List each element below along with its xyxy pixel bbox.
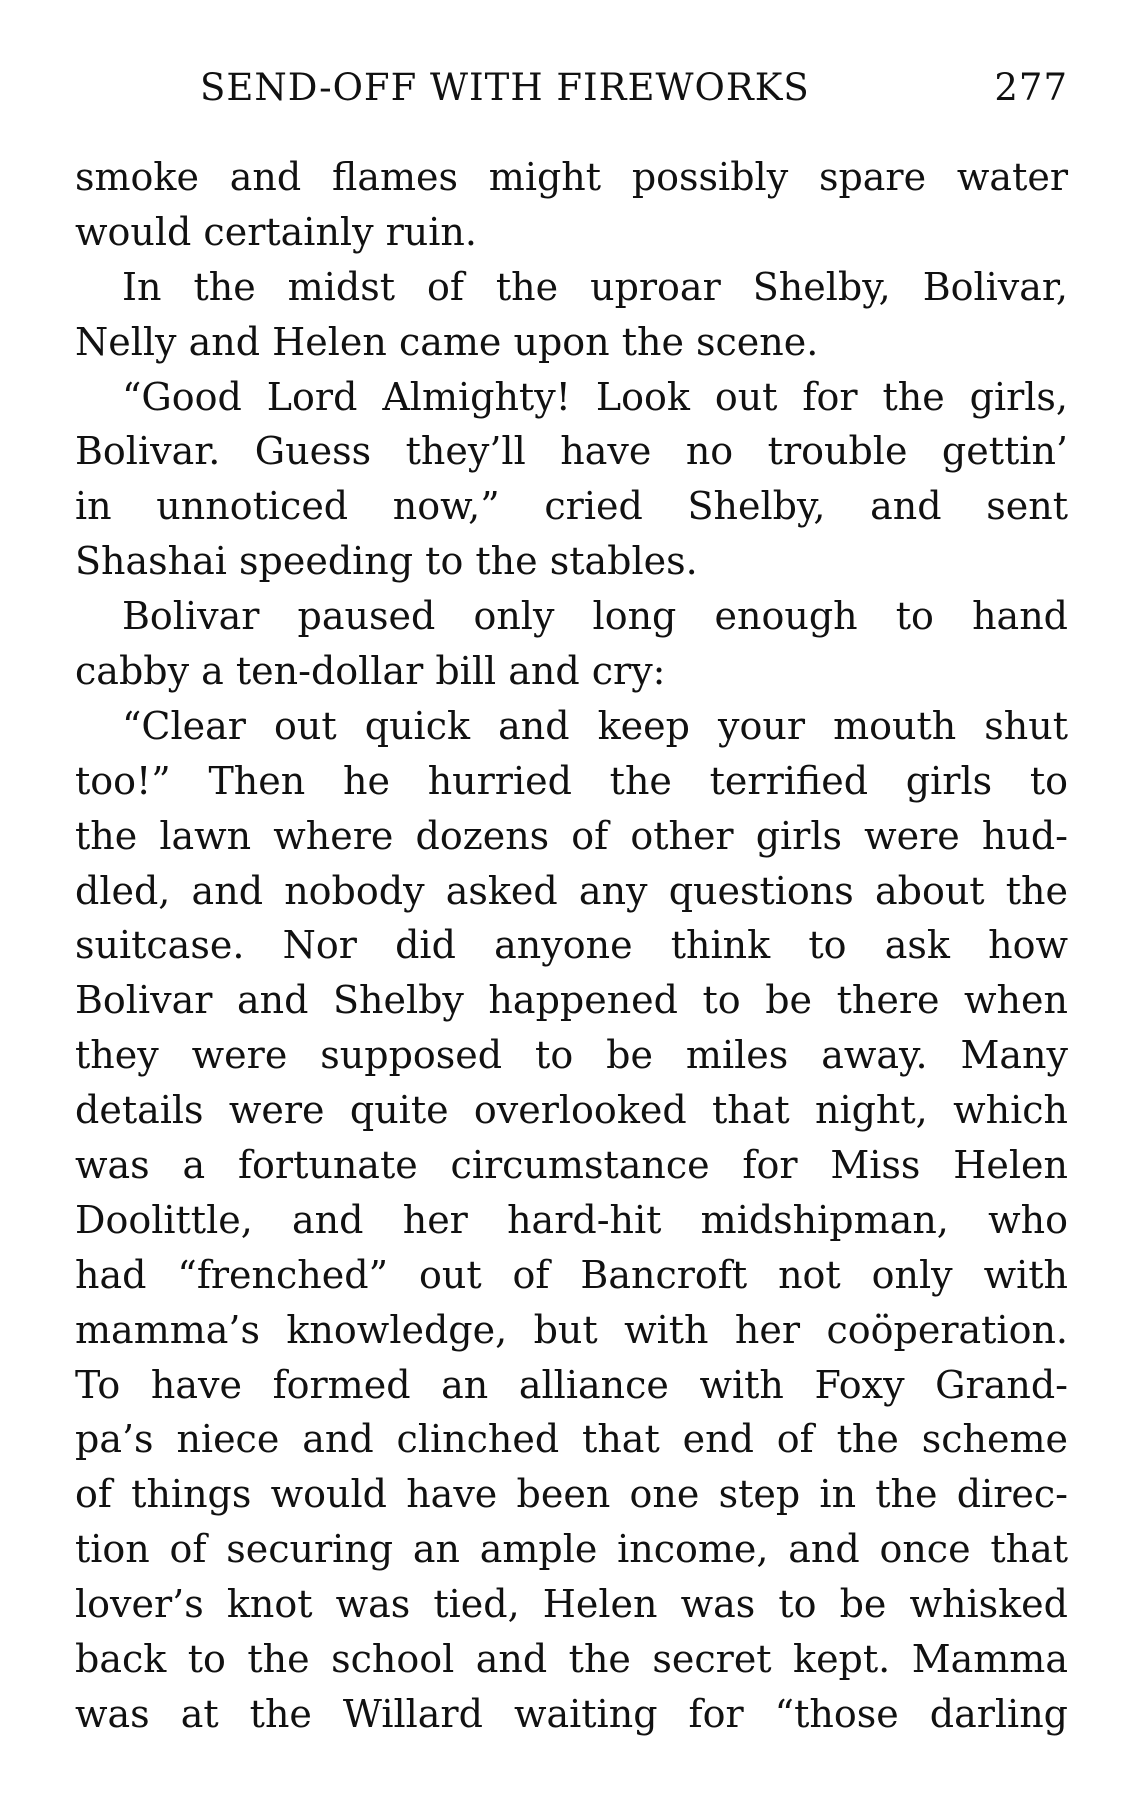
text-line: mamma’s knowledge, but with her coöperation. [75,1307,1068,1352]
text-line: Doolittle, and her hard-hit midshipman, who [75,1197,1068,1242]
text-line: back to the school and the secret kept. Mamma [75,1637,1068,1682]
text-line: Bolivar paused only long enough to hand [122,594,1068,639]
text-line: in unnoticed now,” cried Shelby, and sent [75,484,1068,529]
running-head [200,62,1068,114]
text-line: Bolivar and Shelby happened to be there when [75,978,1068,1023]
text-line: the lawn where dozens of other girls were hud- [75,813,1068,858]
text-line: pa’s niece and clinched that end of the scheme [75,1417,1068,1462]
text-line: lover’s knot was tied, Helen was to be whisked [75,1582,1068,1627]
chapter-title: SEND-OFF WITH FIREWORKS [200,66,810,109]
text-line: was a fortunate circumstance for Miss Helen [75,1143,1068,1188]
text-line: cabby a ten-dollar bill and cry: [75,649,666,694]
page-number: 277 [994,66,1068,109]
text-line: dled, and nobody asked any questions about the [75,868,1068,913]
text-line: was at the Willard waiting for “those darling [75,1691,1068,1736]
text-line: had “frenched” out of Bancroft not only with [75,1252,1068,1297]
body-text [75,150,1068,1742]
text-line: To have formed an alliance with Foxy Grand- [75,1362,1068,1407]
text-line: suitcase. Nor did anyone think to ask how [75,923,1068,968]
text-line: tion of securing an ample income, and once that [75,1527,1068,1572]
text-line: In the midst of the uproar Shelby, Bolivar, [122,264,1068,309]
text-line: Shashai speeding to the stables. [75,539,698,584]
text-line: “Clear out quick and keep your mouth shut [122,703,1068,748]
text-line: they were supposed to be miles away. Many [75,1033,1068,1078]
text-line: too!” Then he hurried the terrified girls to [75,758,1068,803]
text-line: details were quite overlooked that night, which [75,1088,1068,1133]
text-line: of things would have been one step in the direc- [75,1472,1068,1517]
text-line: “Good Lord Almighty! Look out for the girls, [122,374,1068,419]
text-line: Nelly and Helen came upon the scene. [75,319,819,364]
text-line: smoke and flames might possibly spare water [75,155,1068,199]
text-line: would certainly ruin. [75,209,477,254]
text-line: Bolivar. Guess they’ll have no trouble gettin’ [75,429,1068,474]
